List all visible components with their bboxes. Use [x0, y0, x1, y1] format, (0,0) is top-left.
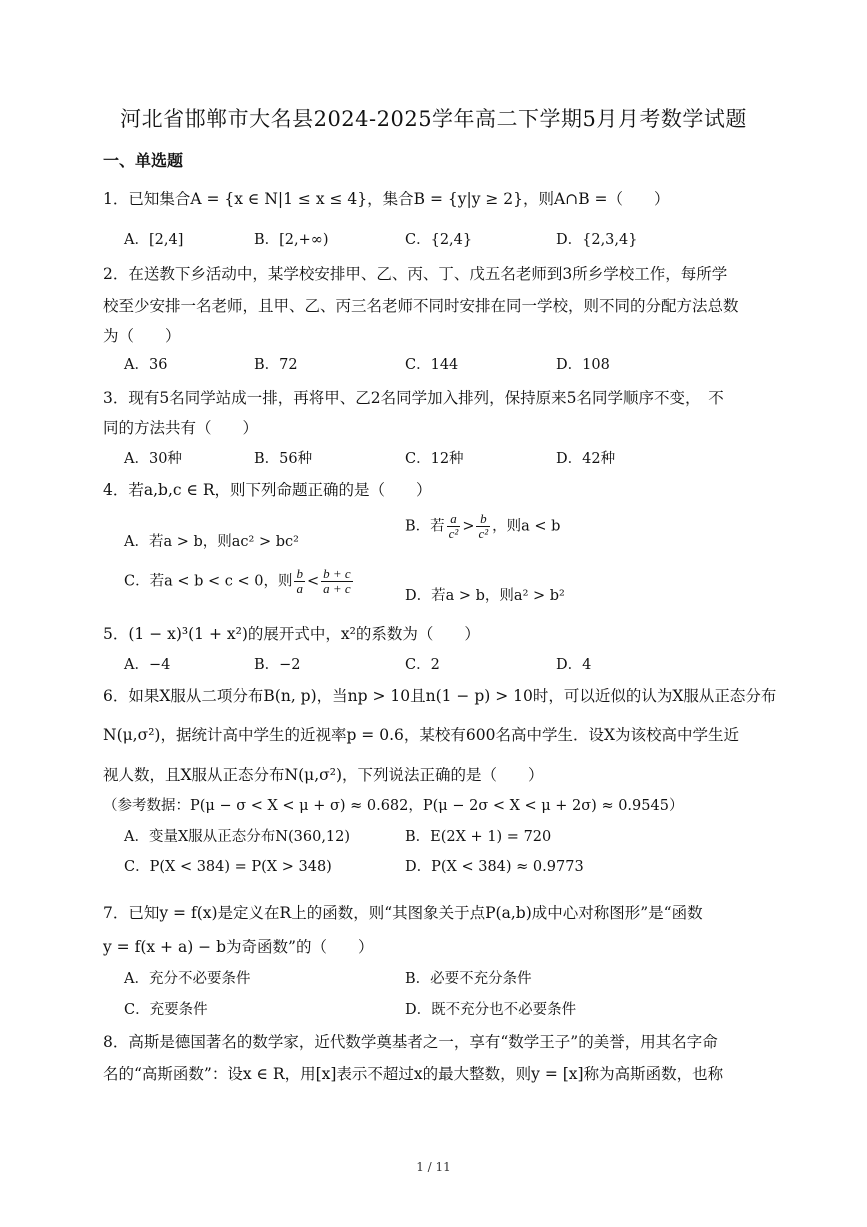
q5-option-d: D．4 — [556, 657, 592, 673]
question-2-line-1: 2．在送教下乡活动中，某学校安排甲、乙、丙、丁、戊五名老师到3所乡学校工作，每所学 — [103, 265, 728, 283]
q6-option-d: D．P(X < 384) ≈ 0.9773 — [405, 859, 584, 875]
question-7-line-2: y = f(x + a) − b为奇函数”的（ ） — [103, 938, 374, 956]
q3-option-b: B．56种 — [254, 451, 313, 467]
q7-option-b: B．必要不充分条件 — [405, 971, 532, 987]
q4-option-c: C．若a < b < c < 0，则 $\frac{b}{a}$ < $\frac{b + c}{a + c}$ — [124, 566, 351, 596]
q7-option-d: D．既不充分也不必要条件 — [405, 1002, 577, 1018]
q7-option-a: A．充分不必要条件 — [124, 971, 251, 987]
q4-option-b: B．若 $\frac{a}{\text{c²}}$ > $\frac{b}{\text{c²}}$ ，则a < b — [405, 511, 561, 541]
q1-option-a: A．[2,4] — [124, 232, 184, 248]
q3-option-c: C．12种 — [405, 451, 464, 467]
q1-option-c: C．{2,4} — [405, 232, 473, 248]
question-5: 5．(1 − x)³(1 + x²)的展开式中，x²的系数为（ ） — [103, 625, 480, 643]
question-2-line-2: 校至少安排一名老师，且甲、乙、丙三名老师不同时安排在同一学校，则不同的分配方法总数 — [103, 297, 739, 315]
page-title: 河北省邯郸市大名县2024-2025学年高二下学期5月月考数学试题 — [120, 107, 747, 131]
question-1: 1．已知集合A = {x ∈ N|1 ≤ x ≤ 4}，集合B = {y|y ≥ 2}，则A∩B =（ ） — [103, 190, 670, 208]
q4c-fraction-1: $\frac{b}{a}$ — [296, 566, 303, 596]
q1-option-d: D．{2,3,4} — [556, 232, 638, 248]
q2-option-c: C．144 — [405, 357, 459, 373]
question-3-line-2: 同的方法共有（ ） — [103, 419, 259, 437]
question-6-reference-data: （参考数据：P(μ − σ < X < μ + σ) ≈ 0.682，P(μ − 2σ < X < μ + 2σ) ≈ 0.9545） — [103, 798, 684, 814]
q4c-fraction-2: $\frac{b + c}{a + c}$ — [323, 566, 351, 596]
q6-option-b: B．E(2X + 1) = 720 — [405, 829, 552, 845]
question-3-line-1: 3．现有5名同学站成一排，再将甲、乙2名同学加入排列，保持原来5名同学顺序不变， 不 — [103, 389, 724, 407]
q3-option-d: D．42种 — [556, 451, 616, 467]
q5-option-b: B．−2 — [254, 657, 301, 673]
page-number: 1 / 11 — [416, 1160, 451, 1174]
q1-option-b: B．[2,+∞) — [254, 232, 329, 248]
question-4: 4．若a,b,c ∈ R，则下列命题正确的是（ ） — [103, 481, 432, 499]
q6-option-a: A．变量X服从正态分布N(360,12) — [124, 829, 351, 845]
q7-option-c: C．充要条件 — [124, 1002, 208, 1018]
question-8-line-1: 8．高斯是德国著名的数学家，近代数学奠基者之一，享有“数学王子”的美誉，用其名字命 — [103, 1033, 718, 1051]
q3-option-a: A．30种 — [124, 451, 182, 467]
q2-option-d: D．108 — [556, 357, 610, 373]
section-heading: 一、单选题 — [103, 151, 184, 170]
question-2-line-3: 为（ ） — [103, 327, 181, 345]
q2-option-b: B．72 — [254, 357, 298, 373]
q4-option-d: D．若a > b，则a² > b² — [405, 588, 565, 604]
q4b-fraction-1: $\frac{a}{\text{c²}}$ — [448, 511, 459, 541]
question-6-line-3: 视人数，且X服从正态分布N(μ,σ²)，下列说法正确的是（ ） — [103, 766, 544, 784]
q4-option-a: A．若a > b，则ac² > bc² — [124, 534, 299, 550]
question-7-line-1: 7．已知y = f(x)是定义在R上的函数，则“其图象关于点P(a,b)成中心对称图形”是“函数 — [103, 904, 703, 922]
q6-option-c: C．P(X < 384) = P(X > 348) — [124, 859, 332, 875]
q5-option-a: A．−4 — [124, 657, 171, 673]
question-8-line-2: 名的“高斯函数”：设x ∈ R，用[x]表示不超过x的最大整数，则y = [x]称为高斯函数，也称 — [103, 1065, 724, 1083]
question-6-line-1: 6．如果X服从二项分布B(n, p)，当np > 10且n(1 − p) > 10时，可以近似的认为X服从正态分布 — [103, 687, 777, 705]
q4b-fraction-2: $\frac{b}{\text{c²}}$ — [478, 511, 489, 541]
question-6-line-2: N(μ,σ²)，据统计高中学生的近视率p = 0.6，某校有600名高中学生．设X为该校高中学生近 — [103, 726, 739, 744]
q5-option-c: C．2 — [405, 657, 440, 673]
q2-option-a: A．36 — [124, 357, 168, 373]
